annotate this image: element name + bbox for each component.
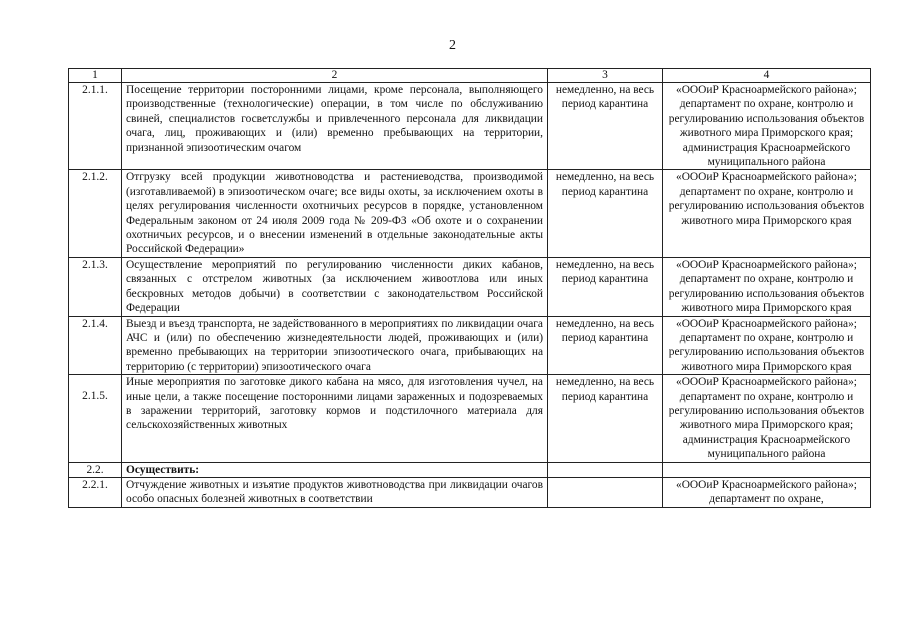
row-responsible: «ОООиР Красноармейского района»; департамент по охране, контролю и регулированию использования объектов животного мира Приморского края <box>663 316 871 375</box>
table-row <box>69 375 871 462</box>
row-number: 2.1.3. <box>69 257 122 316</box>
header-col-2: 2 <box>122 69 548 83</box>
row-number: 2.1.1. <box>69 83 122 170</box>
row-term: немедленно, на весь период карантина <box>548 170 663 257</box>
table-row <box>69 316 871 375</box>
row-responsible: «ОООиР Красноармейского района»; департамент по охране, контролю и регулированию использования объектов животного мира Приморского края <box>663 170 871 257</box>
row-term: немедленно, на весь период карантина <box>548 316 663 375</box>
row-description: Осуществить: <box>122 462 548 477</box>
row-term: немедленно, на весь период карантина <box>548 83 663 170</box>
table-row <box>69 83 871 170</box>
row-description: Отгрузку всей продукции животноводства и растениеводства, производимой (изготавливаемой) в эпизоотическом очаге; все виды охоты, за исключением охоты в целях регулирования численности охотничьих ресурсов в порядке, установленном Федеральным законом от 24 июля 2009 года № 209-ФЗ «Об охоте и о сохранении охотничьих ресурсов, и о внесении изменений в отдельные законодательные акты Российской Федерации» <box>122 170 548 257</box>
row-responsible: «ОООиР Красноармейского района»; департамент по охране, контролю и регулированию использования объектов животного мира Приморского края; администрация Красноармейского муниципального района <box>663 83 871 170</box>
header-col-1: 1 <box>69 69 122 83</box>
row-term <box>548 462 663 477</box>
page-number: 2 <box>449 38 456 53</box>
measures-table <box>68 68 871 508</box>
row-number: 2.1.4. <box>69 316 122 375</box>
row-responsible: «ОООиР Красноармейского района»; департамент по охране, <box>663 477 871 507</box>
header-col-3: 3 <box>548 69 663 83</box>
row-description: Отчуждение животных и изъятие продуктов животноводства при ликвидации очагов особо опасных болезней животных в соответствии <box>122 477 548 507</box>
row-responsible: «ОООиР Красноармейского района»; департамент по охране, контролю и регулированию использования объектов животного мира Приморского края <box>663 257 871 316</box>
table-row <box>69 462 871 477</box>
table-row <box>69 257 871 316</box>
row-description: Осуществление мероприятий по регулированию численности диких кабанов, связанных с отстрелом животных (за исключением живоотлова или иных бескровных методов добычи) в соответствии с законодательством Российской Федерации <box>122 257 548 316</box>
row-term <box>548 477 663 507</box>
table-header-row <box>69 69 871 83</box>
table-row <box>69 170 871 257</box>
row-number: 2.1.5. <box>69 375 122 462</box>
row-number: 2.2.1. <box>69 477 122 507</box>
row-responsible: «ОООиР Красноармейского района»; департамент по охране, контролю и регулированию использования объектов животного мира Приморского края; администрация Красноармейского муниципального района <box>663 375 871 462</box>
row-number: 2.2. <box>69 462 122 477</box>
header-col-4: 4 <box>663 69 871 83</box>
row-term: немедленно, на весь период карантина <box>548 257 663 316</box>
row-term: немедленно, на весь период карантина <box>548 375 663 462</box>
row-responsible <box>663 462 871 477</box>
table-row <box>69 477 871 507</box>
row-description: Посещение территории посторонними лицами, кроме персонала, выполняющего производственные (технологические) операции, в том числе по обслуживанию свиней, специалистов госветслужбы и привлеченного персонала для ликвидации очага, лиц, проживающих и (или) временно пребывающих на территории, признанной эпизоотическим очагом <box>122 83 548 170</box>
row-number: 2.1.2. <box>69 170 122 257</box>
row-description: Выезд и въезд транспорта, не задействованного в мероприятиях по ликвидации очага АЧС и (или) по обеспечению жизнедеятельности людей, проживающих и (или) временно пребывающих на территории эпизоотического очага, прибывающих на территорию (с территории) эпизоотического очага <box>122 316 548 375</box>
row-description: Иные мероприятия по заготовке дикого кабана на мясо, для изготовления чучел, на иные цели, а также посещение посторонними лицами зараженных и подозреваемых в заражении территорий, заготовку кормов и подстилочного материала для сельскохозяйственных животных <box>122 375 548 462</box>
